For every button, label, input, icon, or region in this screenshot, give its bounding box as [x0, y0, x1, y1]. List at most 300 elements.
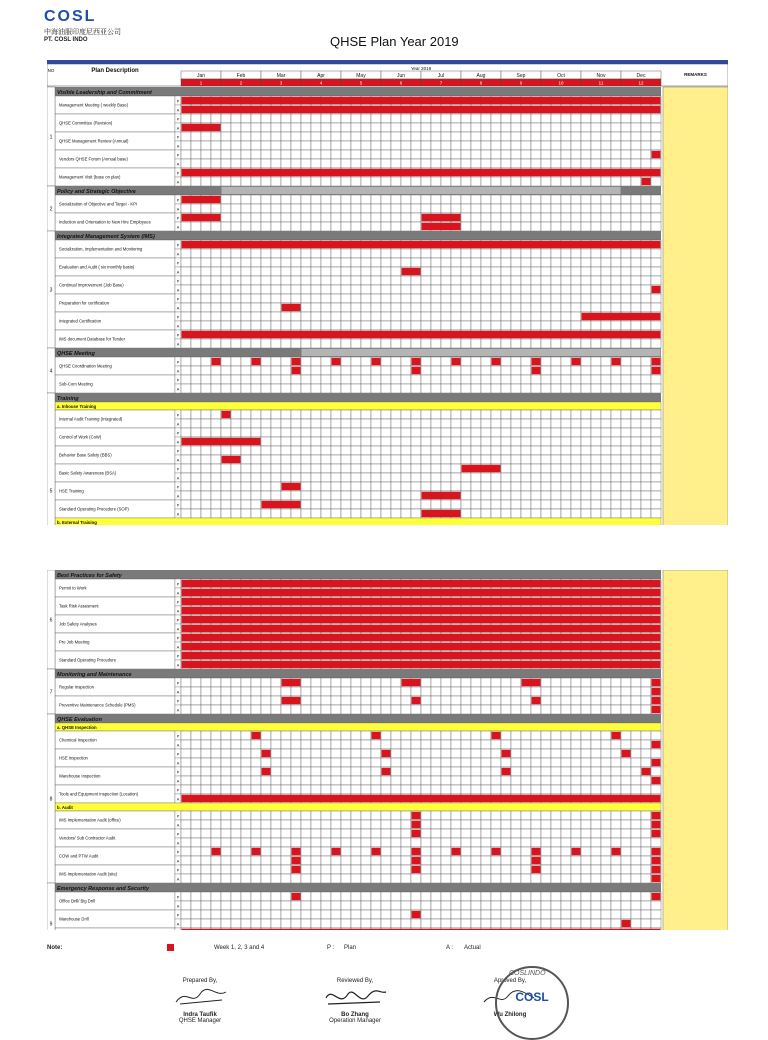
grid-cell	[191, 491, 201, 500]
grid-cell	[591, 357, 601, 366]
grid-cell	[541, 491, 551, 500]
grid-cell	[181, 419, 191, 428]
grid-cell	[391, 123, 401, 132]
grid-cell	[561, 150, 571, 159]
grid-cell	[381, 820, 391, 829]
grid-cell	[561, 847, 571, 856]
grid-cell	[551, 141, 561, 150]
grid-cell	[531, 919, 541, 928]
grid-cell	[501, 901, 511, 910]
grid-cell	[571, 731, 581, 740]
grid-cell	[301, 473, 311, 482]
grid-cell	[601, 267, 611, 276]
grid-cell	[191, 901, 201, 910]
grid-cell	[461, 285, 471, 294]
grid-cell	[181, 249, 191, 258]
grid-cell	[341, 696, 351, 705]
grid-cell	[481, 838, 491, 847]
grid-cell	[361, 294, 371, 303]
activity-label: IMS Implementation Audit (site)	[59, 871, 118, 877]
grid-cell	[441, 375, 451, 384]
grid-cell	[571, 856, 581, 865]
grid-cell	[571, 410, 581, 419]
grid-cell	[611, 687, 621, 696]
grid-cell	[191, 838, 201, 847]
grid-cell	[591, 159, 601, 168]
grid-cell	[401, 312, 411, 321]
grid-cell	[451, 740, 461, 749]
activity-label: Internal Audit Training (Integrated)	[59, 416, 123, 422]
grid-cell	[481, 249, 491, 258]
grid-cell	[621, 123, 631, 132]
grid-cell	[471, 303, 481, 312]
grid-cell	[491, 321, 501, 330]
grid-cell	[201, 294, 211, 303]
grid-cell	[511, 339, 521, 348]
grid-cell	[271, 696, 281, 705]
grid-cell	[541, 696, 551, 705]
grid-cell	[571, 829, 581, 838]
grid-cell	[381, 687, 391, 696]
grid-cell	[401, 339, 411, 348]
grid-cell	[191, 829, 201, 838]
grid-cell	[471, 874, 481, 883]
grid-cell	[431, 446, 441, 455]
grid-cell	[531, 132, 541, 141]
plan-bar	[292, 848, 301, 855]
grid-cell	[591, 366, 601, 375]
grid-cell	[411, 901, 421, 910]
grid-cell	[351, 267, 361, 276]
stamp-logo: COSL	[515, 990, 549, 1004]
grid-cell	[581, 678, 591, 687]
grid-cell	[481, 892, 491, 901]
grid-cell	[611, 446, 621, 455]
grid-cell	[351, 811, 361, 820]
grid-cell	[231, 177, 241, 186]
grid-cell	[281, 384, 291, 393]
grid-cell	[341, 919, 351, 928]
grid-cell	[491, 437, 501, 446]
grid-cell	[341, 384, 351, 393]
grid-cell	[391, 249, 401, 258]
grid-cell	[241, 687, 251, 696]
grid-cell	[291, 785, 301, 794]
grid-cell	[451, 696, 461, 705]
grid-cell	[291, 339, 301, 348]
grid-cell	[271, 856, 281, 865]
actual-marker: A	[176, 126, 180, 131]
grid-cell	[281, 249, 291, 258]
grid-cell	[591, 419, 601, 428]
grid-cell	[461, 321, 471, 330]
grid-cell	[571, 776, 581, 785]
grid-cell	[621, 687, 631, 696]
grid-cell	[611, 294, 621, 303]
grid-cell	[341, 276, 351, 285]
grid-cell	[341, 838, 351, 847]
grid-cell	[241, 428, 251, 437]
grid-cell	[441, 312, 451, 321]
prepared-signature	[170, 984, 230, 1010]
grid-cell	[631, 829, 641, 838]
plan-marker: P	[176, 814, 180, 819]
grid-cell	[451, 758, 461, 767]
grid-cell	[401, 776, 411, 785]
grid-cell	[271, 222, 281, 231]
grid-cell	[341, 294, 351, 303]
grid-cell	[271, 437, 281, 446]
grid-cell	[611, 150, 621, 159]
plan-bar	[652, 830, 661, 837]
grid-cell	[581, 141, 591, 150]
grid-cell	[311, 767, 321, 776]
grid-cell	[511, 847, 521, 856]
grid-cell	[591, 375, 601, 384]
grid-cell	[441, 177, 451, 186]
grid-cell	[501, 455, 511, 464]
grid-cell	[371, 321, 381, 330]
grid-cell	[591, 820, 601, 829]
grid-cell	[381, 446, 391, 455]
grid-cell	[401, 874, 411, 883]
grid-cell	[531, 204, 541, 213]
grid-cell	[211, 294, 221, 303]
section-number: 1	[49, 134, 53, 141]
grid-cell	[471, 312, 481, 321]
grid-cell	[471, 820, 481, 829]
grid-cell	[211, 455, 221, 464]
grid-cell	[281, 437, 291, 446]
grid-cell	[591, 740, 601, 749]
month-number: 4	[319, 80, 323, 86]
grid-cell	[561, 776, 571, 785]
grid-cell	[551, 901, 561, 910]
grid-cell	[431, 294, 441, 303]
grid-cell	[361, 222, 371, 231]
grid-cell	[471, 428, 481, 437]
grid-cell	[281, 410, 291, 419]
grid-cell	[421, 901, 431, 910]
grid-cell	[521, 455, 531, 464]
grid-cell	[571, 294, 581, 303]
grid-cell	[461, 829, 471, 838]
grid-cell	[201, 177, 211, 186]
grid-cell	[601, 473, 611, 482]
grid-cell	[631, 776, 641, 785]
subsection-title: a. QHSE Inspection	[57, 724, 97, 730]
grid-cell	[211, 678, 221, 687]
grid-cell	[571, 473, 581, 482]
grid-cell	[521, 482, 531, 491]
grid-cell	[261, 509, 271, 518]
grid-cell	[281, 123, 291, 132]
grid-cell	[471, 294, 481, 303]
grid-cell	[481, 141, 491, 150]
grid-cell	[271, 767, 281, 776]
grid-cell	[451, 114, 461, 123]
grid-cell	[621, 509, 631, 518]
grid-cell	[361, 366, 371, 375]
grid-cell	[551, 437, 561, 446]
grid-cell	[421, 312, 431, 321]
grid-cell	[371, 811, 381, 820]
grid-cell	[411, 213, 421, 222]
grid-cell	[341, 856, 351, 865]
activity-label: Socialization, Implementation and Monitoring	[59, 246, 143, 252]
grid-cell	[211, 276, 221, 285]
actual-bar	[182, 643, 661, 650]
grid-cell	[451, 204, 461, 213]
grid-cell	[431, 758, 441, 767]
grid-cell	[601, 500, 611, 509]
grid-cell	[401, 687, 411, 696]
plan-bar	[182, 598, 661, 605]
grid-cell	[621, 838, 631, 847]
grid-cell	[301, 731, 311, 740]
grid-cell	[271, 114, 281, 123]
grid-cell	[331, 258, 341, 267]
grid-cell	[321, 500, 331, 509]
grid-cell	[421, 919, 431, 928]
grid-cell	[361, 384, 371, 393]
grid-cell	[571, 213, 581, 222]
grid-cell	[511, 357, 521, 366]
plan-bar	[532, 866, 541, 873]
grid-cell	[281, 856, 291, 865]
grid-cell	[451, 177, 461, 186]
grid-cell	[631, 141, 641, 150]
grid-cell	[621, 437, 631, 446]
grid-cell	[181, 847, 191, 856]
grid-cell	[411, 874, 421, 883]
grid-cell	[181, 473, 191, 482]
grid-cell	[331, 910, 341, 919]
grid-cell	[331, 375, 341, 384]
grid-cell	[381, 892, 391, 901]
grid-cell	[341, 687, 351, 696]
actual-bar	[222, 456, 241, 463]
grid-cell	[441, 114, 451, 123]
grid-cell	[471, 366, 481, 375]
grid-cell	[271, 901, 281, 910]
grid-cell	[311, 464, 321, 473]
grid-cell	[541, 141, 551, 150]
actual-marker: A	[176, 144, 180, 149]
grid-cell	[501, 321, 511, 330]
grid-cell	[591, 865, 601, 874]
grid-cell	[621, 455, 631, 464]
grid-cell	[251, 856, 261, 865]
grid-cell	[601, 419, 611, 428]
grid-cell	[611, 749, 621, 758]
plan-bar	[532, 697, 541, 704]
grid-cell	[221, 384, 231, 393]
grid-cell	[351, 740, 361, 749]
grid-cell	[391, 150, 401, 159]
grid-cell	[521, 473, 531, 482]
grid-cell	[531, 482, 541, 491]
grid-cell	[331, 509, 341, 518]
grid-cell	[461, 222, 471, 231]
grid-cell	[521, 491, 531, 500]
grid-cell	[611, 222, 621, 231]
grid-cell	[211, 758, 221, 767]
grid-cell	[191, 910, 201, 919]
grid-cell	[311, 500, 321, 509]
section-progress-bar	[302, 349, 661, 356]
grid-cell	[621, 177, 631, 186]
grid-cell	[241, 482, 251, 491]
grid-cell	[501, 177, 511, 186]
grid-cell	[261, 428, 271, 437]
page-title: QHSE Plan Year 2019	[330, 34, 459, 49]
grid-cell	[221, 312, 231, 321]
grid-cell	[281, 473, 291, 482]
grid-cell	[341, 500, 351, 509]
grid-cell	[231, 856, 241, 865]
grid-cell	[281, 776, 291, 785]
grid-cell	[531, 687, 541, 696]
actual-marker: A	[176, 627, 180, 632]
grid-cell	[521, 141, 531, 150]
grid-cell	[351, 847, 361, 856]
grid-cell	[331, 491, 341, 500]
grid-cell	[621, 222, 631, 231]
grid-cell	[261, 213, 271, 222]
grid-cell	[261, 114, 271, 123]
grid-cell	[601, 758, 611, 767]
plan-bar	[572, 358, 581, 365]
grid-cell	[191, 847, 201, 856]
grid-cell	[631, 678, 641, 687]
grid-cell	[491, 258, 501, 267]
grid-cell	[401, 357, 411, 366]
grid-cell	[181, 678, 191, 687]
activity-label: Warehouse Drill	[59, 916, 89, 922]
grid-cell	[501, 892, 511, 901]
actual-bar	[652, 367, 661, 374]
grid-cell	[601, 740, 611, 749]
grid-cell	[211, 767, 221, 776]
plan-bar	[622, 750, 631, 757]
grid-cell	[361, 785, 371, 794]
grid-cell	[441, 195, 451, 204]
grid-cell	[581, 473, 591, 482]
grid-cell	[461, 375, 471, 384]
grid-cell	[311, 375, 321, 384]
grid-cell	[191, 312, 201, 321]
actual-marker: A	[176, 306, 180, 311]
grid-cell	[281, 910, 291, 919]
grid-cell	[551, 294, 561, 303]
grid-cell	[361, 482, 371, 491]
grid-cell	[501, 222, 511, 231]
grid-cell	[271, 464, 281, 473]
grid-cell	[601, 847, 611, 856]
grid-cell	[531, 114, 541, 123]
grid-cell	[581, 258, 591, 267]
grid-cell	[461, 865, 471, 874]
grid-cell	[531, 901, 541, 910]
grid-cell	[611, 856, 621, 865]
grid-cell	[201, 114, 211, 123]
grid-cell	[261, 195, 271, 204]
grid-cell	[631, 428, 641, 437]
grid-cell	[501, 410, 511, 419]
grid-cell	[321, 758, 331, 767]
grid-cell	[311, 758, 321, 767]
grid-cell	[611, 437, 621, 446]
grid-cell	[281, 446, 291, 455]
grid-cell	[601, 159, 611, 168]
activity-label: Management Meeting ( weekly Base)	[59, 102, 129, 108]
grid-cell	[501, 384, 511, 393]
grid-cell	[391, 213, 401, 222]
grid-cell	[451, 705, 461, 714]
grid-cell	[301, 500, 311, 509]
grid-cell	[521, 901, 531, 910]
grid-cell	[531, 892, 541, 901]
grid-cell	[341, 321, 351, 330]
grid-cell	[621, 892, 631, 901]
grid-cell	[451, 678, 461, 687]
grid-cell	[281, 705, 291, 714]
grid-cell	[471, 829, 481, 838]
grid-cell	[181, 141, 191, 150]
grid-cell	[471, 678, 481, 687]
grid-cell	[631, 758, 641, 767]
grid-cell	[361, 195, 371, 204]
grid-cell	[191, 258, 201, 267]
grid-cell	[291, 705, 301, 714]
actual-marker: A	[176, 877, 180, 882]
grid-cell	[441, 740, 451, 749]
grid-cell	[571, 749, 581, 758]
actual-bar	[182, 607, 661, 614]
grid-cell	[201, 874, 211, 883]
grid-cell	[341, 366, 351, 375]
grid-cell	[551, 204, 561, 213]
grid-cell	[391, 901, 401, 910]
grid-cell	[591, 678, 601, 687]
grid-cell	[201, 419, 211, 428]
grid-cell	[611, 776, 621, 785]
plan-marker: P	[176, 198, 180, 203]
plan-bar	[412, 358, 421, 365]
grid-cell	[491, 285, 501, 294]
grid-cell	[261, 384, 271, 393]
grid-cell	[641, 919, 651, 928]
grid-cell	[561, 375, 571, 384]
plan-bar	[612, 848, 621, 855]
grid-cell	[191, 705, 201, 714]
grid-cell	[451, 874, 461, 883]
grid-cell	[481, 919, 491, 928]
grid-cell	[311, 749, 321, 758]
grid-cell	[371, 303, 381, 312]
grid-cell	[491, 123, 501, 132]
grid-cell	[541, 482, 551, 491]
grid-cell	[581, 829, 591, 838]
grid-cell	[421, 446, 431, 455]
grid-cell	[421, 357, 431, 366]
grid-cell	[301, 865, 311, 874]
grid-cell	[391, 776, 401, 785]
grid-cell	[481, 312, 491, 321]
grid-cell	[521, 464, 531, 473]
grid-cell	[461, 874, 471, 883]
